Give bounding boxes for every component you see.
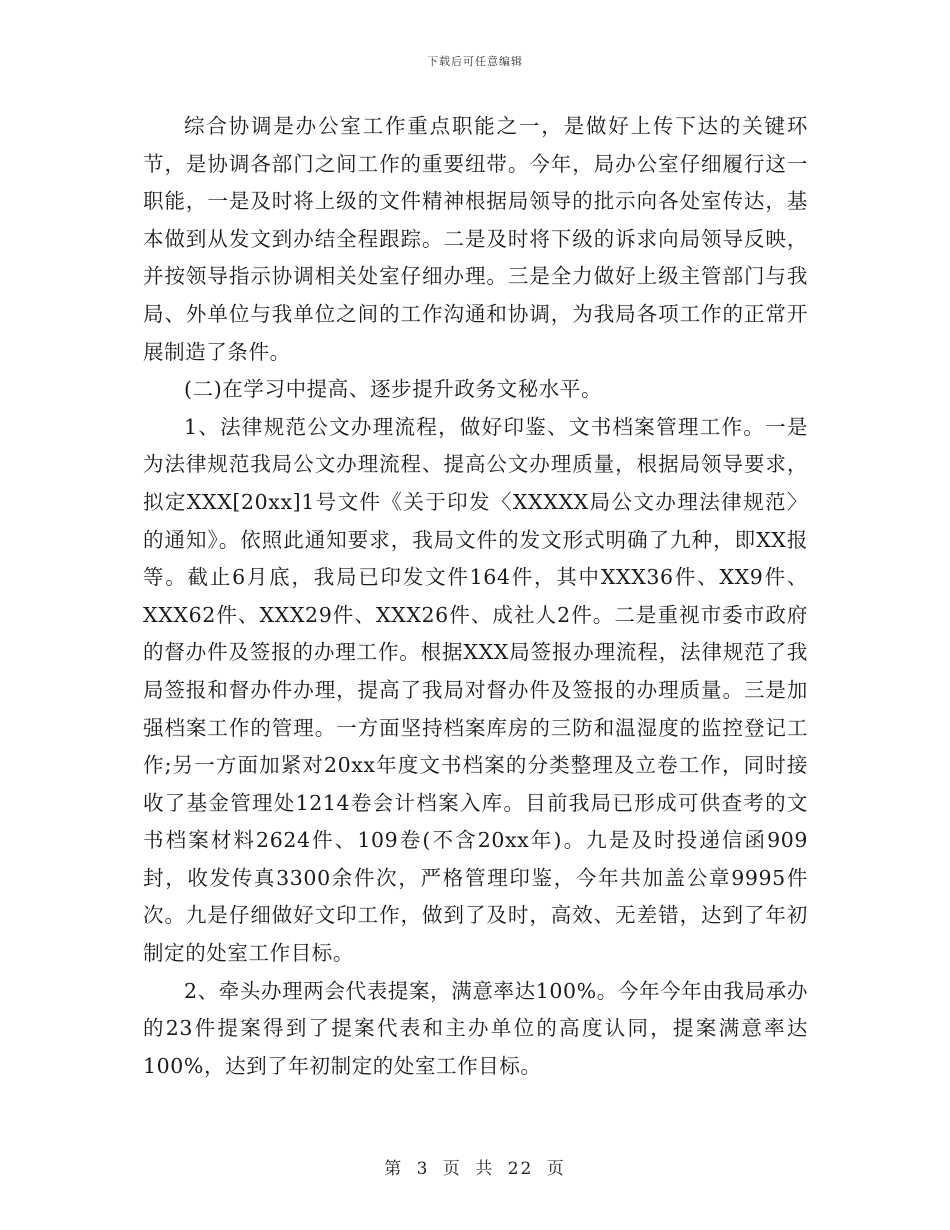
paragraph-coordination: 综合协调是办公室工作重点职能之一，是做好上传下达的关键环节，是协调各部门之间工作的重要纽带。今年，局办公室仔细履行这一职能，一是及时将上级的文件精神根据局领导的批示向各处室传达，基本做到从发文到办结全程跟踪。二是及时将下级的诉求向局领导反映，并按领导指示协调相关处室仔细办理。三是全力做好上级主管部门与我局、外单位与我单位之间的工作沟通和协调，为我局各项工作的正常开展制造了条件。 [143,114,808,364]
page-header: 下载后可任意编辑 [427,55,523,68]
paragraph-proposals: 2、牵头办理两会代表提案，满意率达100%。今年今年由我局承办的23件提案得到了提案代表和主办单位的高度认同，提案满意率达100%，达到了年初制定的处室工作目标。 [143,978,808,1078]
section-heading-2: (二)在学习中提高、逐步提升政务文秘水平。 [184,377,603,402]
paragraph-document-management: 1、法律规范公文办理流程，做好印鉴、文书档案管理工作。一是为法律规范我局公文办理流程、提高公文办理质量，根据局领导要求，拟定XXX[20xx]1号文件《关于印发〈XXXXX局公文办理法律规范〉的通知》。依照此通知要求，我局文件的发文形式明确了九种，即XX报等。截止6月底，我局已印发文件164件，其中XXX36件、XX9件、XXX62件、XXX29件、XXX26件、成社人2件。二是重视市委市政府的督办件及签报的办理工作。根据XXX局签报办理流程，法律规范了我局签报和督办件办理，提高了我局对督办件及签报的办理质量。三是加强档案工作的管理。一方面坚持档案库房的三防和温湿度的监控登记工作;另一方面加紧对20xx年度文书档案的分类整理及立卷工作，同时接收了基金管理处1214卷会计档案入库。目前我局已形成可供查考的文书档案材料2624件、109卷(不含20xx年)。九是及时投递信函909封，收发传真3300余件次，严格管理印鉴，今年共加盖公章9995件次。九是仔细做好文印工作，做到了及时，高效、无差错，达到了年初制定的处室工作目标。 [143,414,808,966]
page-number: 第 3 页 共 22 页 [384,1159,566,1179]
document-body [143,108,808,1085]
